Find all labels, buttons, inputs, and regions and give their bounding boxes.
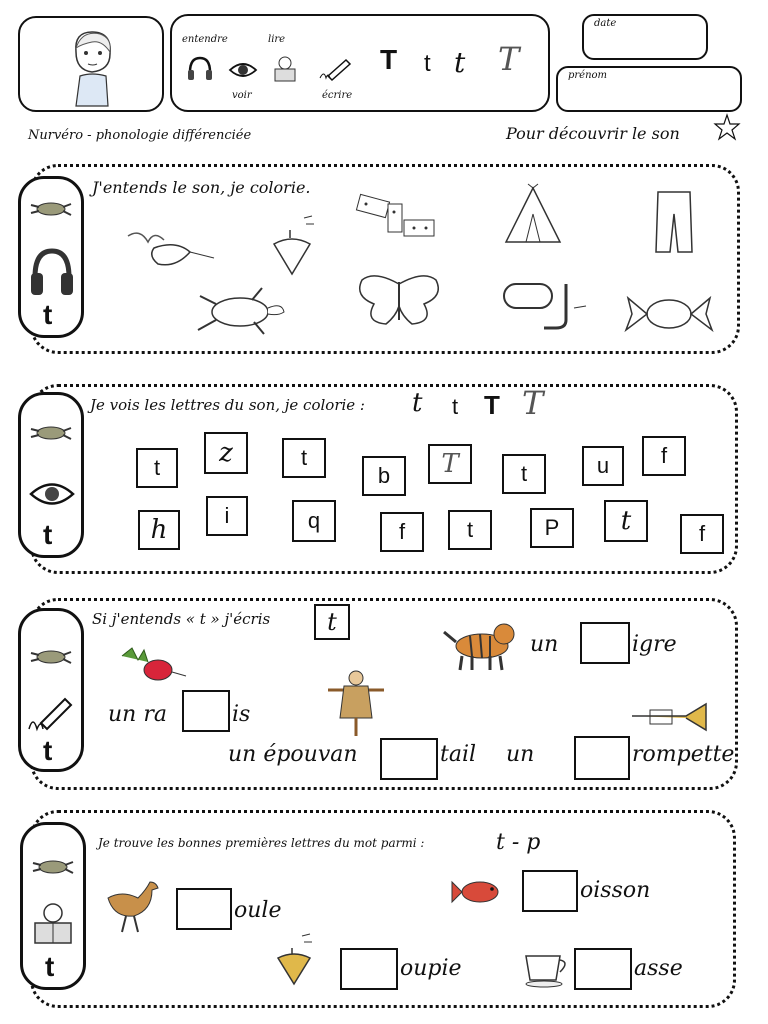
worksheet-goal: Pour découvrir le son [506,124,680,143]
spinning-top-image[interactable] [268,214,318,278]
label-ecrire: écrire [322,90,353,101]
letter-T-cursive: T [498,40,520,78]
word-is: is [232,702,251,727]
word-rompette: rompette [632,742,735,767]
letter-box[interactable]: z [204,432,248,474]
date-label: date [594,18,617,29]
letter-box[interactable]: i [206,496,248,536]
letter-box[interactable]: T [428,444,472,484]
eye-icon [228,60,258,80]
sidebar-letter: t [43,519,53,550]
butterfly-image[interactable] [344,270,454,330]
worksheet-subtitle: Nurvéro - phonologie différenciée [28,128,252,143]
headphones-icon [29,247,75,297]
date-field[interactable] [582,14,708,60]
model-letter-T: T [484,390,500,420]
scarecrow-image [326,666,386,738]
section1-instruction: J'entends le son, je colorie. [92,178,311,197]
answer-box-epouvantail[interactable] [380,738,438,780]
sidebar-letter: t [45,951,55,982]
answer-box-radis[interactable] [182,690,230,732]
sidebar-letter: t [43,299,53,330]
section4-instruction: Je trouve les bonnes premières lettres du mot parmi : [98,836,425,850]
word-un: un [530,632,559,657]
letter-box[interactable]: t [448,510,492,550]
candy-image[interactable] [624,292,714,336]
dominoes-image[interactable] [356,194,436,240]
letter-box[interactable]: q [292,500,336,542]
cup-image [522,950,572,988]
tiger-image [442,618,516,672]
answer-box-tasse[interactable] [574,948,632,990]
model-letter-box: t [314,604,350,640]
eye-icon [29,479,75,509]
section3-sidebar [18,608,84,772]
section2-sidebar [18,392,84,558]
letter-box[interactable]: t [136,448,178,488]
pencil-writing-icon [27,695,75,733]
word-tail: tail [440,742,477,767]
section3-instruction: Si j'entends « t » j'écris [92,610,271,628]
hen-image [98,876,160,936]
letter-box[interactable]: t [502,454,546,494]
section1-sidebar [18,176,84,338]
letter-box[interactable]: t [604,500,648,542]
tipi-image[interactable] [498,184,568,248]
trousers-image[interactable] [652,188,696,256]
answer-box-poule[interactable] [176,888,232,930]
word-asse: asse [634,956,683,981]
sidebar-letter: t [43,735,53,766]
label-lire: lire [268,34,286,45]
prenom-label: prénom [568,70,608,81]
word-un-ra: un ra [108,702,167,727]
radish-image[interactable] [124,228,216,272]
letter-box[interactable]: h [138,510,180,550]
reading-child-icon [31,901,75,945]
turtle-icon [29,647,73,667]
letter-t-script: t [424,50,431,77]
word-oule: oule [234,898,282,923]
letter-box[interactable]: u [582,446,624,486]
model-letter-cursive-t: t [412,388,423,418]
word-oisson: oisson [580,878,651,903]
turtle-icon [29,423,73,443]
letter-box[interactable]: b [362,456,406,496]
word-igre: igre [632,632,677,657]
answer-box-poisson[interactable] [522,870,578,912]
model-letter-t: t [452,394,459,419]
label-entendre: entendre [182,34,228,45]
reading-icon [270,54,300,84]
prenom-field[interactable] [556,66,742,112]
letter-box[interactable]: f [380,512,424,552]
turtle-icon [31,857,75,877]
letter-box[interactable]: P [530,508,574,548]
turtle-icon [29,199,73,219]
mask-snorkel-image[interactable] [500,278,590,332]
section4-sidebar [20,822,86,990]
trumpet-image [630,700,712,734]
senses-panel [170,14,550,112]
avatar-frame [18,16,164,112]
answer-box-trompette[interactable] [574,736,630,780]
letter-box[interactable]: f [680,514,724,554]
turtle-image[interactable] [192,286,288,336]
radish-image [118,646,188,686]
word-un: un [506,742,535,767]
letter-T-script: T [380,44,398,75]
section2-instruction: Je vois les lettres du son, je colorie : [90,396,365,414]
letter-box[interactable]: t [282,438,326,478]
answer-box-tigre[interactable] [580,622,630,664]
star-icon [714,114,740,140]
answer-box-toupie[interactable] [340,948,398,990]
pencil-writing-icon [318,56,352,82]
spinning-top-image [274,932,316,986]
model-letter-cursive-T: T [522,384,544,422]
boy-avatar-icon [62,26,122,108]
letter-box[interactable]: f [642,436,686,476]
label-voir: voir [232,90,252,101]
word-oupie: oupie [400,956,462,981]
word-un-epouvan: un épouvan [228,742,358,767]
letter-t-cursive: t [454,46,466,79]
section4-choices: t - p [496,830,541,855]
fish-image [450,874,506,908]
headphones-icon [186,54,214,82]
